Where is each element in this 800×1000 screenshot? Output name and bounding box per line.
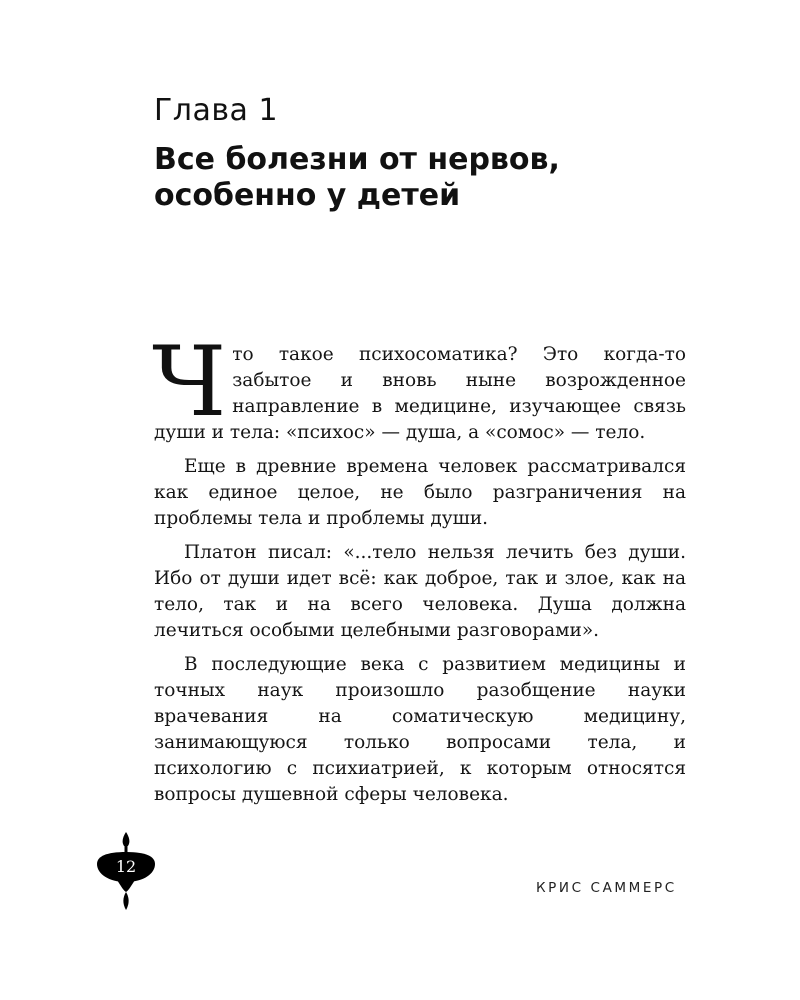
chapter-title [154,142,674,214]
paragraph-1 [152,326,686,446]
paragraph-4: В последующие века с развитием медицины и точных наук произошло разобщение науки врачевания на соматическую медицину, занимающуюся только вопросами тела, и психологию с психиатрией, к которым относятся вопросы душевной сферы человека. [154,654,686,805]
paragraph-2: Еще в древние времена человек рассматривался как единое целое, не было разграничения на проблемы тела и проблемы души. [154,456,686,529]
paragraph-1-text: то такое психосоматика? Это когда-то забытое и вновь ныне возрожденное направление в медицине, изучающее связь души и тела: «психос» — душа, а «сомос» — тело. [154,344,686,443]
chapter-title-line-1: Все болезни от нервов, [154,142,560,177]
chapter-title-line-2: особенно у детей [154,178,461,213]
paragraph-3: Платон писал: «...тело нельзя лечить без души. Ибо от души идет всё: как доброе, так и злое, как на тело, так и на всего человека. Душа должна лечиться особыми целебными разговорами». [154,542,686,641]
page-number: 12 [115,857,137,876]
chapter-label: Глава 1 [154,93,279,128]
body-text [152,326,686,808]
running-footer-author: КРИС САММЕРС [536,880,677,896]
drop-cap: Ч [152,326,227,438]
